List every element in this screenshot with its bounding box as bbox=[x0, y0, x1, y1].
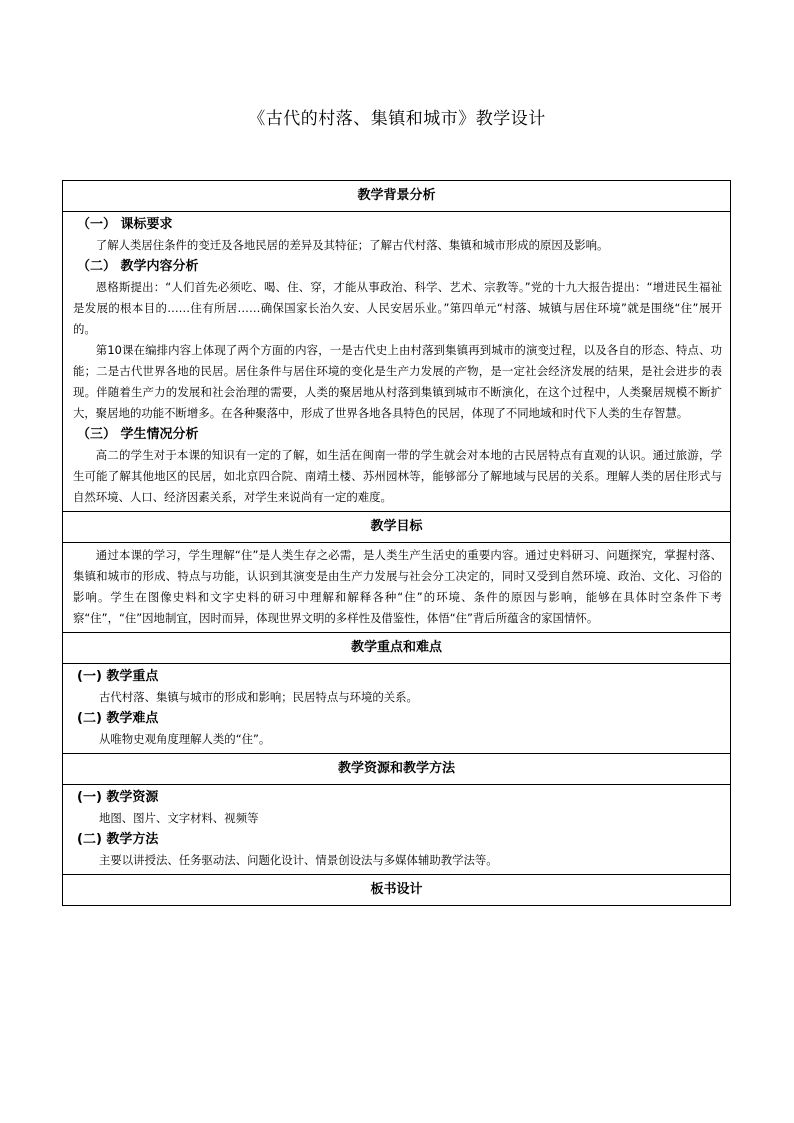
section-body-key-points bbox=[63, 664, 731, 754]
subheading-resources: (一) 教学资源 bbox=[77, 790, 159, 805]
lesson-plan-table bbox=[62, 180, 731, 906]
section-heading-goals: 教学目标 bbox=[63, 512, 731, 543]
section-heading-board: 板书设计 bbox=[63, 875, 731, 906]
key-focus-text: 古代村落、集镇与城市的形成和影响；民居特点与环境的关系。 bbox=[99, 690, 418, 704]
subheading-methods: (二) 教学方法 bbox=[77, 832, 159, 847]
curriculum-text: 了解人类居住条件的变迁及各地民居的差异及其特征；了解古代村落、集镇和城市形成的原因及影响。 bbox=[95, 238, 609, 252]
subheading-content-analysis: （二） 教学内容分析 bbox=[77, 259, 199, 274]
difficulty-text: 从唯物史观角度理解人类的“住”。 bbox=[99, 732, 271, 746]
section-heading-background: 教学背景分析 bbox=[63, 181, 731, 212]
subheading-student-analysis: （三） 学生情况分析 bbox=[77, 427, 199, 442]
content-analysis-paragraph-1: 恩格斯提出：“人们首先必须吃、喝、住、穿，才能从事政治、科学、艺术、宗教等。”党的十九大报告提出：“增进民生福祉是发展的根本目的……住有所居……确保国家长治久安、人民安居乐业。”第四单元“村落、城镇与居住环境”就是围绕“住”展开的。 bbox=[73, 280, 722, 336]
section-heading-resources: 教学资源和教学方法 bbox=[63, 754, 731, 785]
document-title: 《古代的村落、集镇和城市》教学设计 bbox=[248, 109, 546, 129]
resources-text: 地图、图片、文字材料、视频等 bbox=[99, 811, 259, 825]
section-body-background bbox=[63, 212, 731, 512]
subheading-key-focus: (一) 教学重点 bbox=[77, 669, 159, 684]
content-analysis-paragraph-2: 第10课在编排内容上体现了两个方面的内容，一是古代史上由村落到集镇再到城市的演变过程，以及各自的形态、特点、功能；二是古代世界各地的民居。居住条件与居住环境的变化是生产力发展的产物，是一定社会经济发展的结果，是社会进步的表现。伴随着生产力的发展和社会治理的需要，人类的聚居地从村落到集镇到城市不断演化，在这个过程中，人类聚居规模不断扩大，聚居地的功能不断增多。在各种聚落中，形成了世界各地各具特色的民居，体现了不同地域和时代下人类的生存智慧。 bbox=[73, 343, 722, 420]
section-heading-key-points: 教学重点和难点 bbox=[63, 633, 731, 664]
section-body-goals bbox=[63, 543, 731, 633]
section-body-resources bbox=[63, 785, 731, 875]
student-analysis-text: 高二的学生对于本课的知识有一定的了解，如生活在闽南一带的学生就会对本地的古民居特点有直观的认识。通过旅游，学生可能了解其他地区的民居，如北京四合院、南靖土楼、苏州园林等，能够部分了解地域与民居的关系。理解人类的居住形式与自然环境、人口、经济因素关系，对学生来说尚有一定的难度。 bbox=[73, 448, 722, 504]
goals-text: 通过本课的学习，学生理解“住”是人类生存之必需，是人类生产生活史的重要内容。通过史料研习、问题探究，掌握村落、集镇和城市的形成、特点与功能，认识到其演变是由生产力发展与社会分工决定的，同时又受到自然环境、政治、文化、习俗的影响。学生在图像史料和文字史料的研习中理解和解释各种“住”的环境、条件的原因与影响，能够在具体时空条件下考察“住”，“住”因地制宜，因时而异，体现世界文明的多样性及借鉴性，体悟“住”背后所蕴含的家国情怀。 bbox=[73, 548, 722, 625]
subheading-curriculum: （一） 课标要求 bbox=[77, 217, 173, 232]
subheading-difficulty: (二) 教学难点 bbox=[77, 711, 159, 726]
methods-text: 主要以讲授法、任务驱动法、问题化设计、情景创设法与多媒体辅助教学法等。 bbox=[99, 853, 498, 867]
